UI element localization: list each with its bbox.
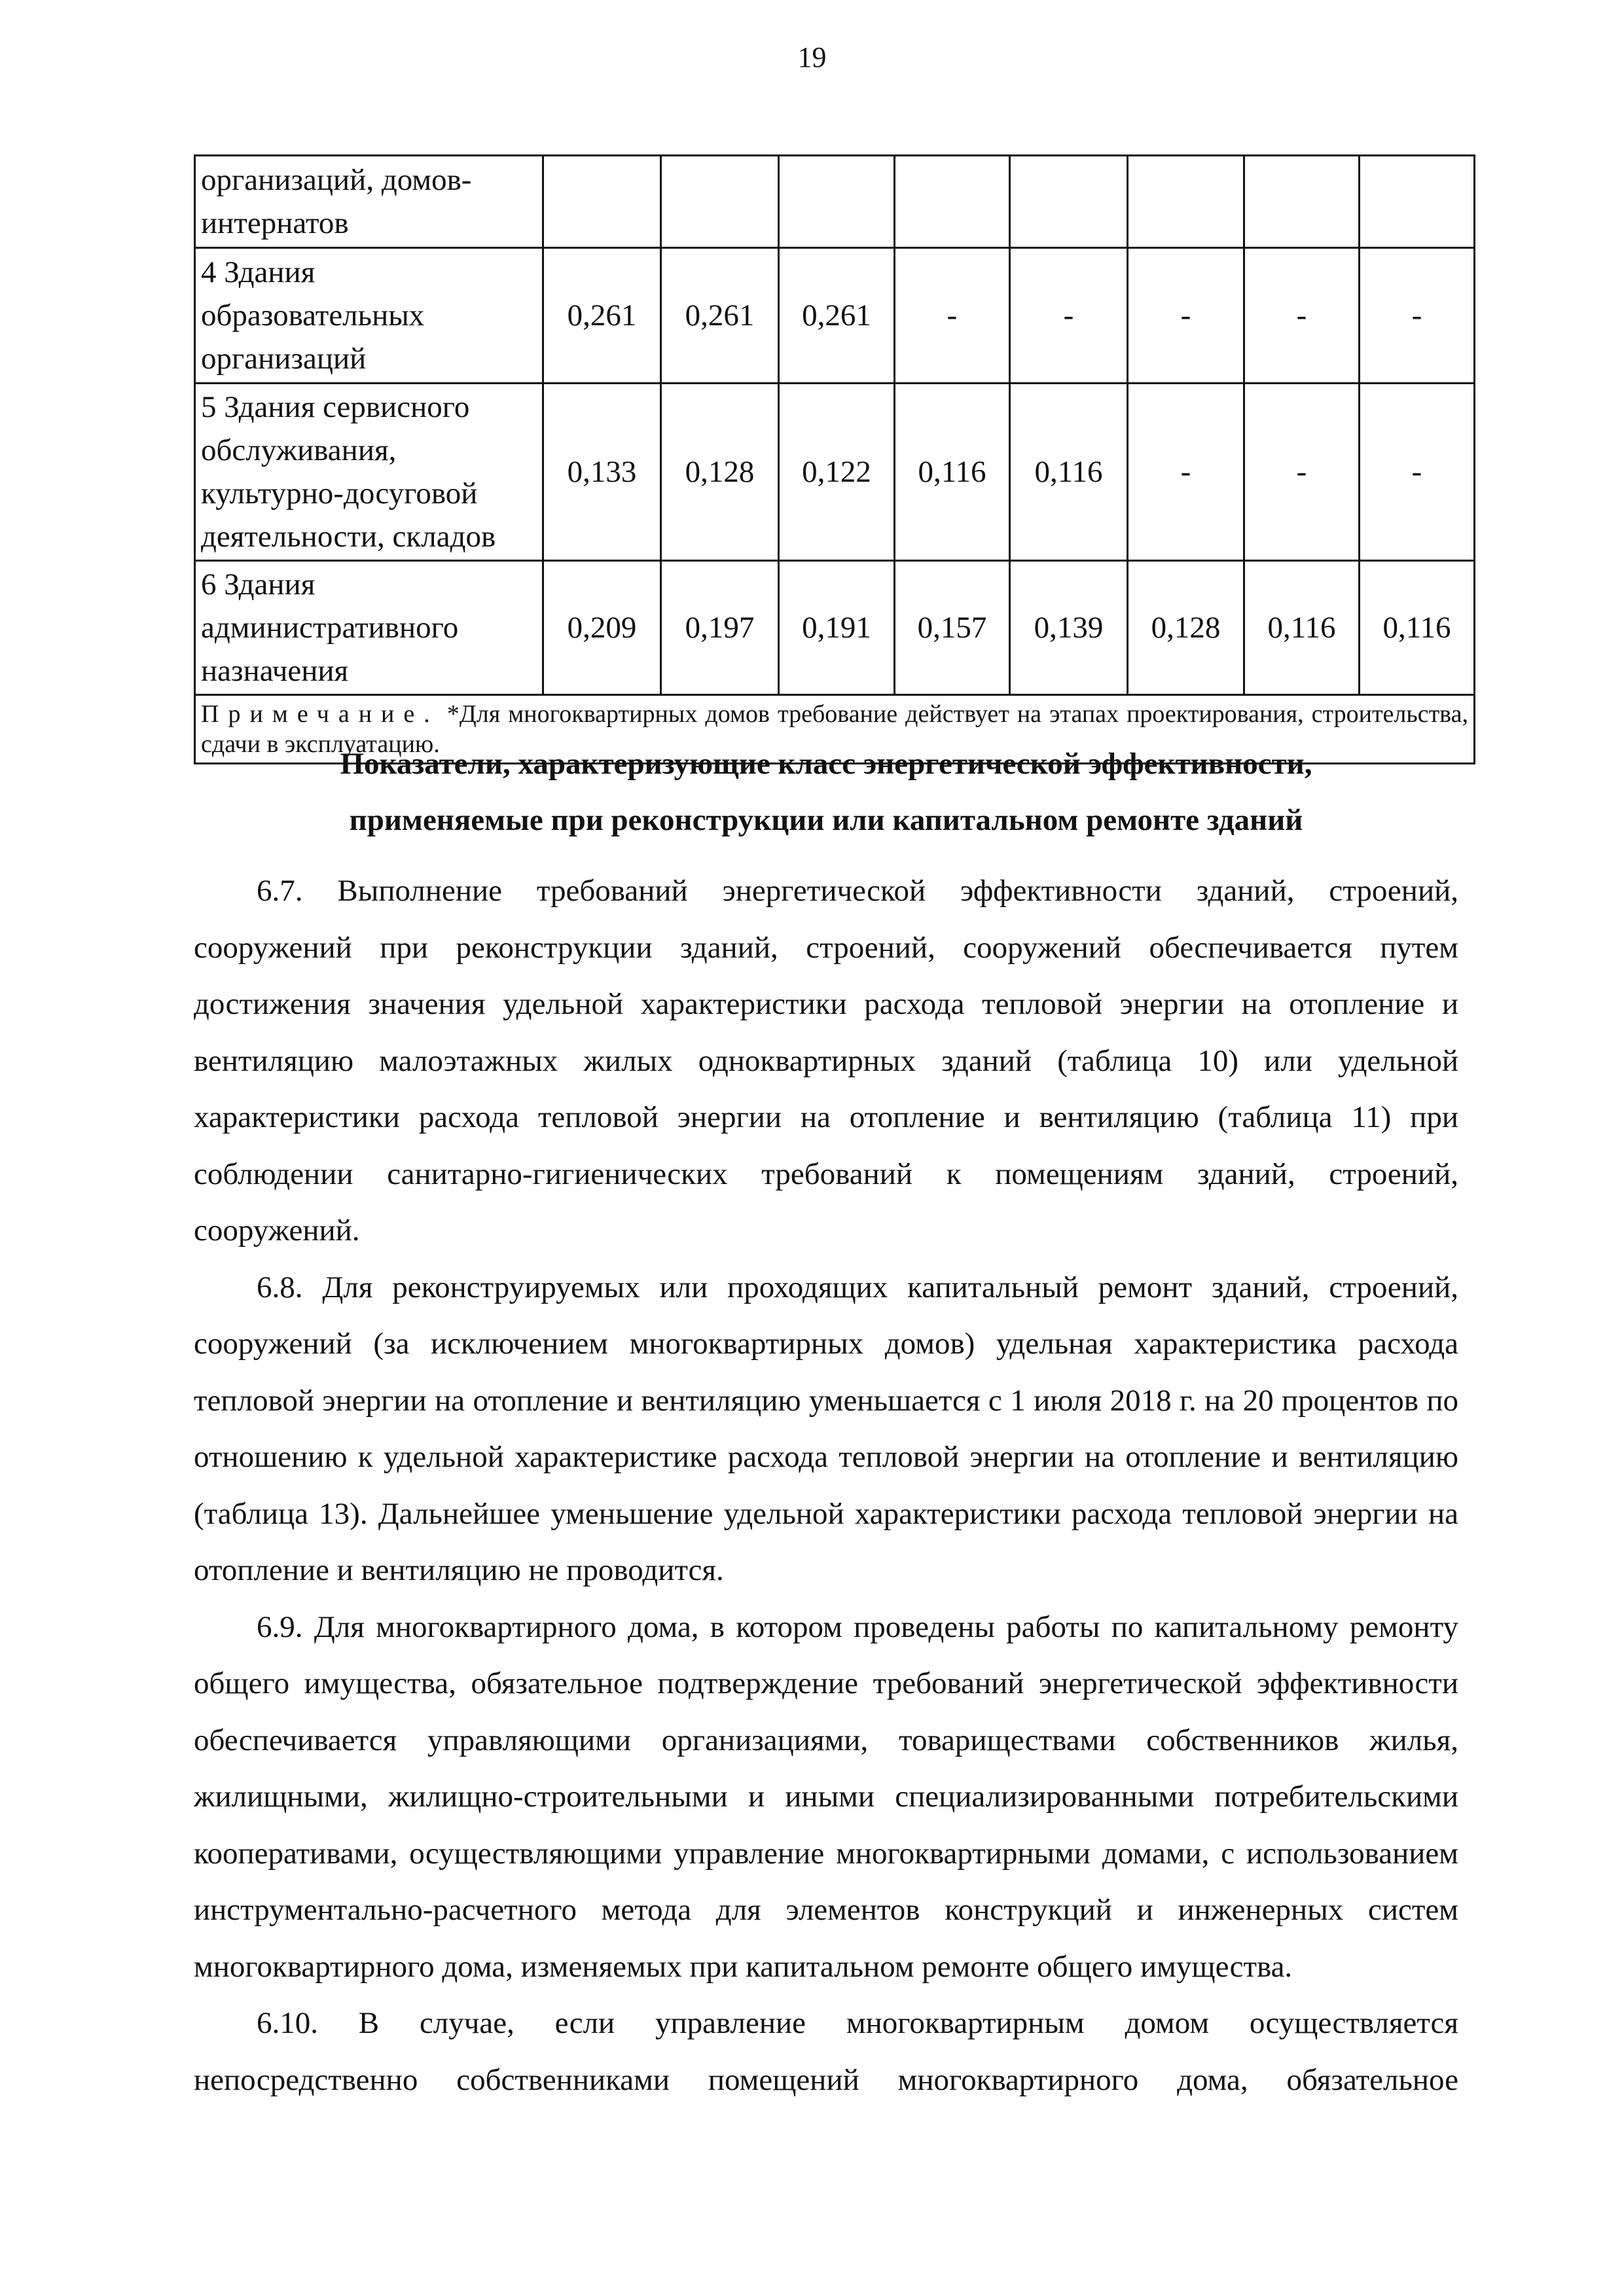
row-label-line: назначения <box>201 654 349 688</box>
paragraph-6-9: 6.9. Для многоквартирного дома, в котором проведены работы по капитальному ремонту общего имущества, обязательное подтверждение требований энергетической эффективности обеспечивается управляющими организациями, товариществами собственников жилья, жилищными, жилищно-строительными и иными специализированными потребительскими кооперативами, осуществляющими управление многоквартирными домами, с использованием инструментально-расчетного метода для элементов конструкций и инженерных систем многоквартирного дома, изменяемых при капитальном ремонте общего имущества. <box>194 1609 1458 1984</box>
table-cell <box>661 156 779 248</box>
table-cell: 0,116 <box>1244 561 1360 695</box>
table-cell: - <box>1128 248 1244 384</box>
table-cell: 0,122 <box>779 384 895 561</box>
table-cell: 0,197 <box>661 561 779 695</box>
page-number: 19 <box>797 41 827 73</box>
note-prefix: Примечание. <box>201 700 439 728</box>
table-cell: - <box>895 248 1010 384</box>
table-row <box>195 561 1475 695</box>
table-cell: 0,261 <box>543 248 661 384</box>
paragraph-6-8: 6.8. Для реконструируемых или проходящих капитальный ремонт зданий, строений, сооружений (за исключением многоквартирных домов) удельная характеристика расхода тепловой энергии на отопление и вентиляцию уменьшается с 1 июля 2018 г. на 20 процентов по отношению к удельной характеристике расхода тепловой энергии на отопление и вентиляцию (таблица 13). Дальнейшее уменьшение удельной характеристики расхода тепловой энергии на отопление и вентиляцию не проводится. <box>194 1270 1458 1587</box>
row-label-line: 4 Здания <box>201 255 316 289</box>
table-cell <box>1128 156 1244 248</box>
row-label-line: культурно-досуговой <box>201 476 478 511</box>
table-cell: 0,116 <box>895 384 1010 561</box>
table-cell <box>1360 156 1475 248</box>
table-row <box>195 384 1475 561</box>
row-label <box>195 384 543 561</box>
table-cell: 0,128 <box>661 384 779 561</box>
section-title-line-1: Показатели, характеризующие класс энергетической эффективности, <box>340 747 1312 781</box>
table-cell <box>779 156 895 248</box>
table-cell: 0,139 <box>1010 561 1128 695</box>
table-cell: 0,133 <box>543 384 661 561</box>
row-label <box>195 156 543 248</box>
section-title-line-2: применяемые при реконструкции или капитальном ремонте зданий <box>349 803 1303 837</box>
table-cell: - <box>1360 248 1475 384</box>
table-cell: 0,116 <box>1360 561 1475 695</box>
row-label <box>195 248 543 384</box>
table-cell <box>1010 156 1128 248</box>
row-label-line: организаций, домов- <box>201 163 472 197</box>
row-label-line: интернатов <box>201 206 349 240</box>
table-cell: 0,261 <box>661 248 779 384</box>
body-text <box>194 863 1458 2108</box>
table-cell <box>1244 156 1360 248</box>
row-label-line: 6 Здания <box>201 567 316 601</box>
table-cell: 0,128 <box>1128 561 1244 695</box>
table-cell: - <box>1360 384 1475 561</box>
table-cell: - <box>1010 248 1128 384</box>
table-cell: 0,261 <box>779 248 895 384</box>
energy-efficiency-table <box>194 154 1475 764</box>
table-cell <box>895 156 1010 248</box>
row-label-line: организаций <box>201 342 367 376</box>
table-row <box>195 156 1475 248</box>
table-cell: 0,191 <box>779 561 895 695</box>
table-cell <box>543 156 661 248</box>
paragraph-6-7: 6.7. Выполнение требований энергетической эффективности зданий, строений, сооружений при реконструкции зданий, строений, сооружений обеспечивается путем достижения значения удельной характеристики расхода тепловой энергии на отопление и вентиляцию малоэтажных жилых одноквартирных зданий (таблица 10) или удельной характеристики расхода тепловой энергии на отопление и вентиляцию (таблица 11) при соблюдении санитарно-гигиенических требований к помещениям зданий, строений, сооружений. <box>194 874 1458 1247</box>
row-label-line: обслуживания, <box>201 433 397 467</box>
note-text: *Для многоквартирных домов требование действует на этапах проектирования, строительства, сдачи в эксплуатацию. <box>201 700 1468 758</box>
table-row <box>195 248 1475 384</box>
row-label-line: 5 Здания сервисного <box>201 390 470 424</box>
row-label-line: деятельности, складов <box>201 520 496 554</box>
table-cell: 0,157 <box>895 561 1010 695</box>
row-label <box>195 561 543 695</box>
table-cell: 0,116 <box>1010 384 1128 561</box>
table-cell: 0,209 <box>543 561 661 695</box>
table-cell: - <box>1244 384 1360 561</box>
table-cell: - <box>1244 248 1360 384</box>
row-label-line: административного <box>201 611 459 645</box>
table-cell: - <box>1128 384 1244 561</box>
paragraph-6-10: 6.10. В случае, если управление многоквартирным домом осуществляется непосредственно собственниками помещений многоквартирного дома, обязательное <box>194 2006 1458 2097</box>
row-label-line: образовательных <box>201 298 425 332</box>
